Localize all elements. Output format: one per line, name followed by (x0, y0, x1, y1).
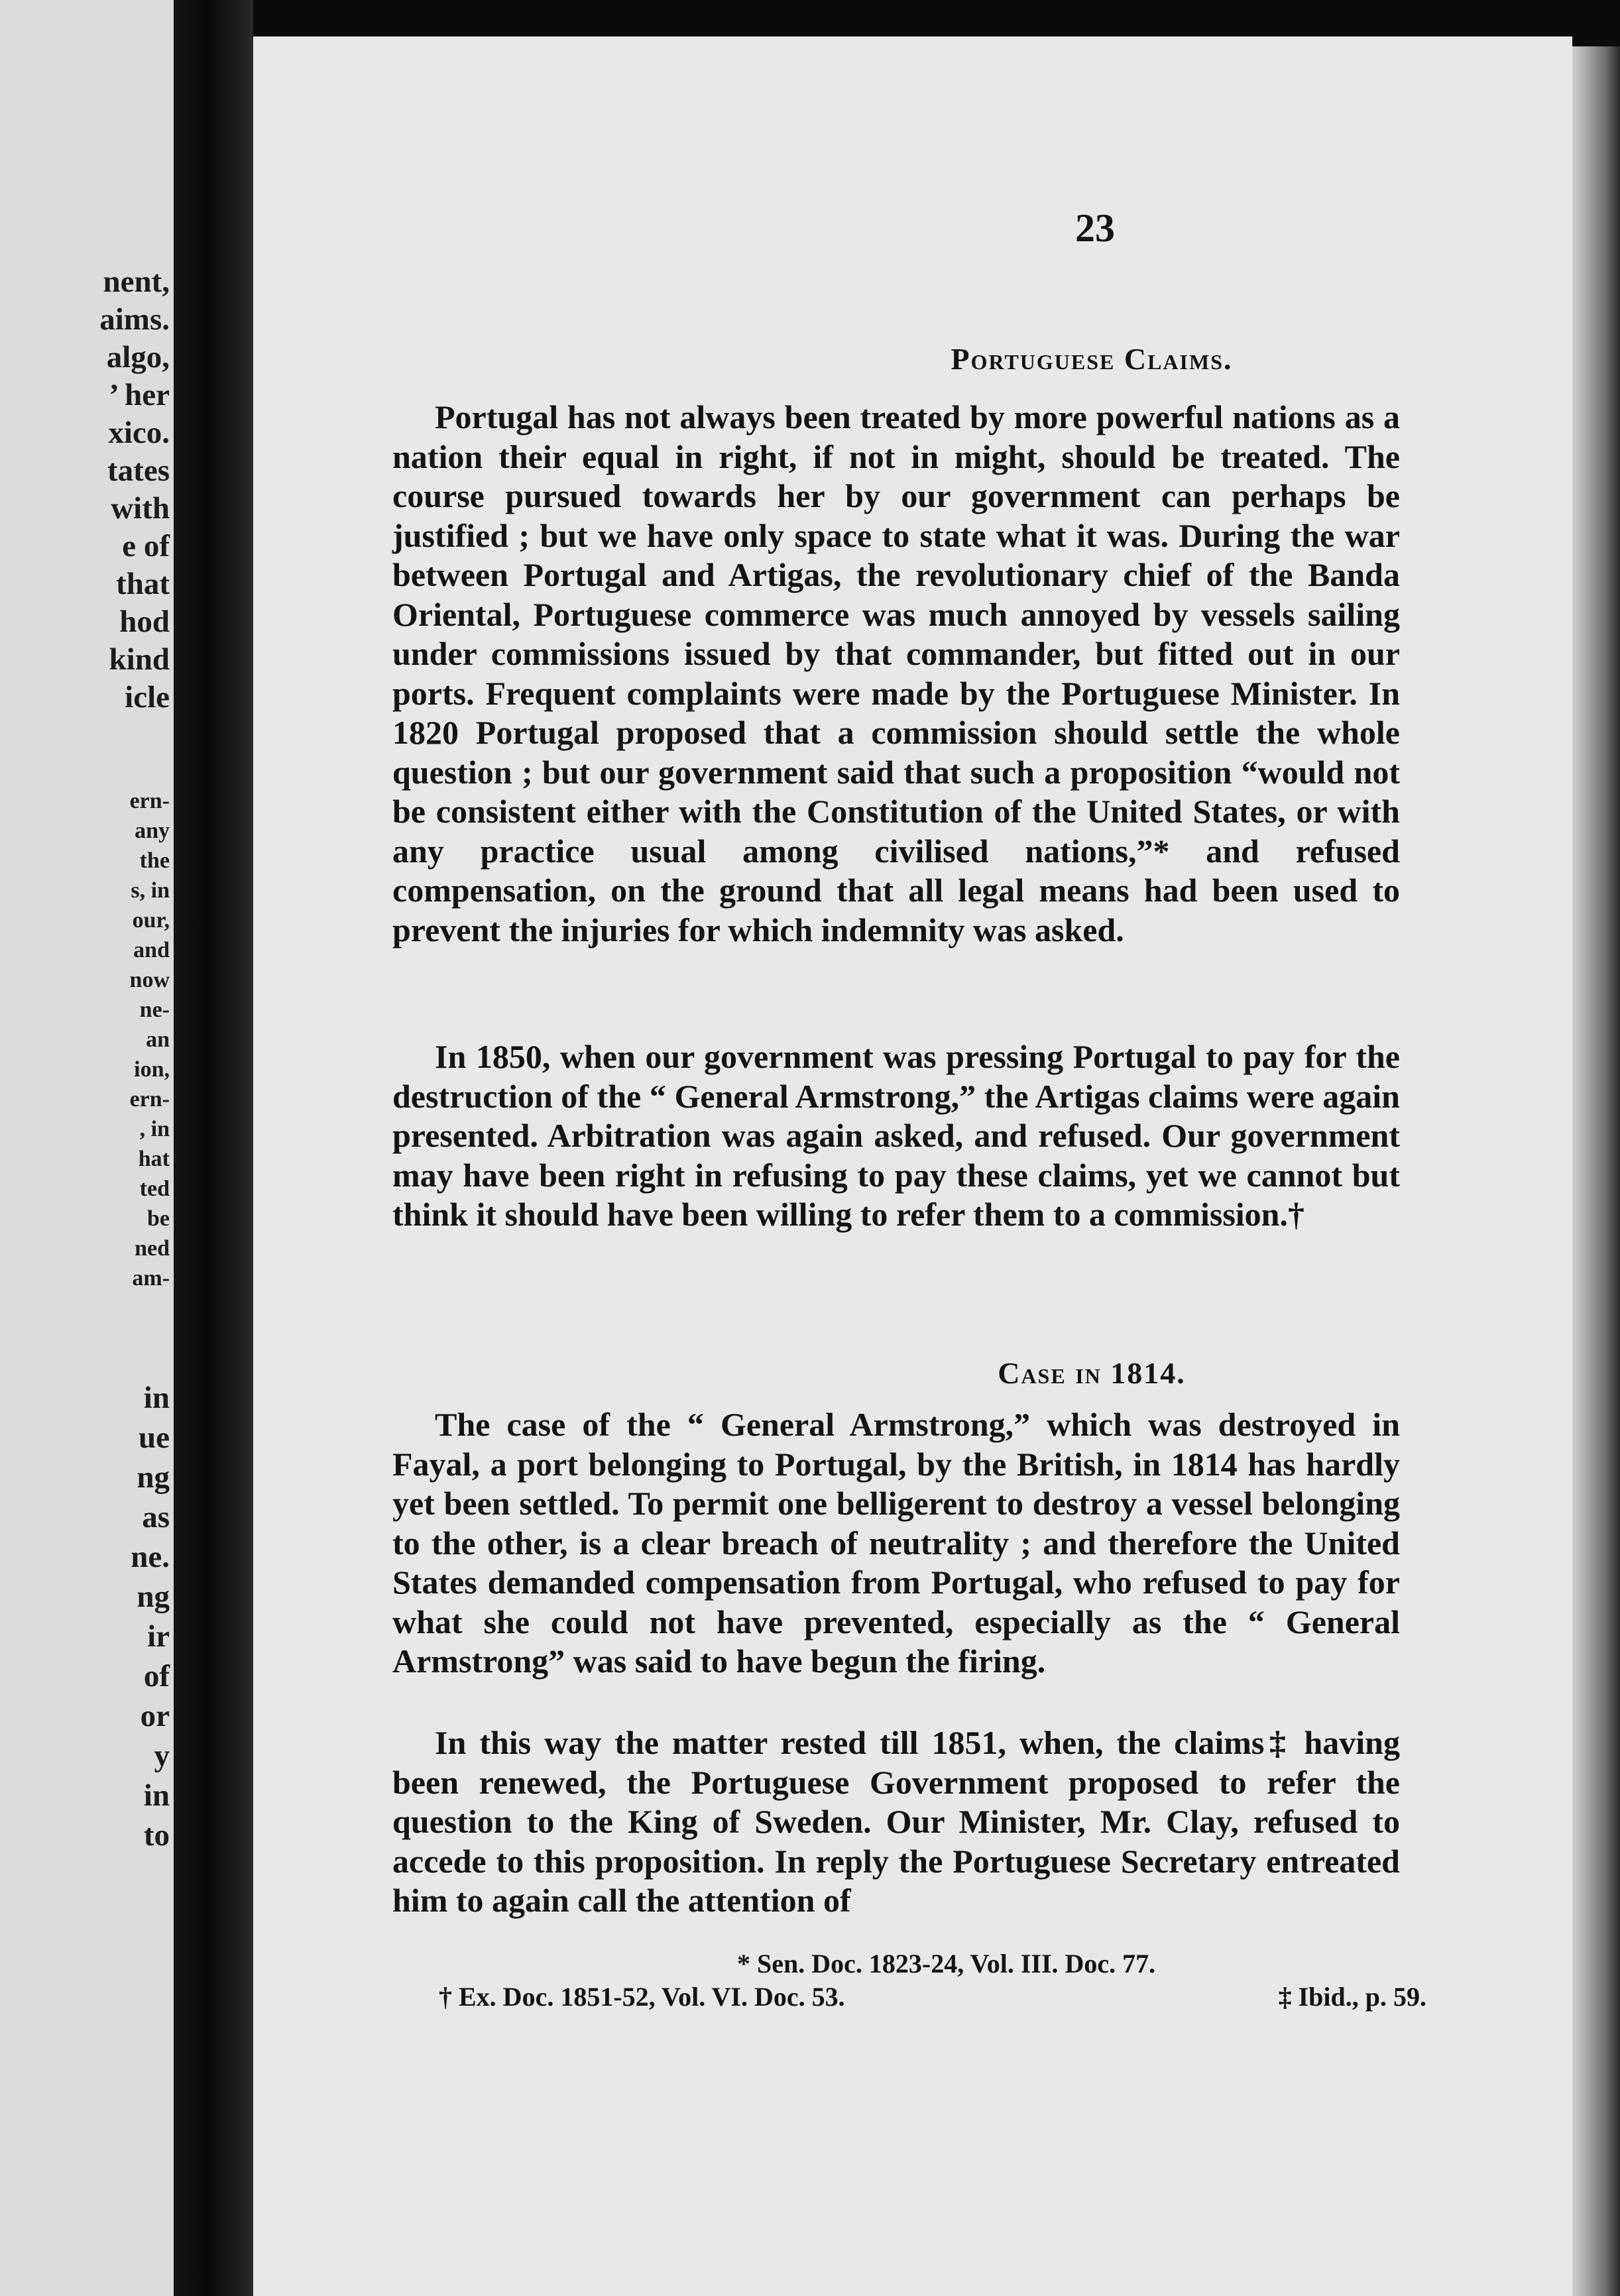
footnote: † Ex. Doc. 1851-52, Vol. VI. Doc. 53. (439, 1982, 845, 2012)
fragment: e of (122, 529, 170, 563)
fragment: ng (137, 1460, 170, 1495)
fragment: ir (147, 1619, 170, 1654)
fragment: s, in (131, 878, 170, 903)
fragment: ted (139, 1177, 170, 1201)
fragment: ned (135, 1236, 170, 1261)
fragment: ne- (139, 998, 170, 1022)
fragment: ern- (129, 789, 170, 813)
fragment: algo, (106, 340, 170, 374)
fragment: in (143, 1381, 170, 1415)
fragment: xico. (108, 416, 170, 450)
previous-page (0, 0, 174, 2296)
section-heading-case-1814: Case in 1814. (998, 1356, 1186, 1390)
page-number: 23 (1075, 206, 1115, 250)
fragment: am- (132, 1266, 170, 1291)
fragment: ne. (131, 1540, 170, 1574)
paragraph: The case of the “ General Armstrong,” which was destroyed in Fayal, a port belonging to Portugal, by the British, in 1814 has hardly yet been settled. To permit one belligerent to destroy a vessel belonging to the other, is a clear breach of neutrality ; and therefore the United States demanded compensation from Portugal, who refused to pay for what she could not have prevented, especially as the “ General Armstrong” was said to have begun the firing. (392, 1406, 1400, 1680)
footnote: ‡ Ibid., p. 59. (1278, 1982, 1426, 2012)
paragraph: Portugal has not always been treated by more powerful nations as a nation their equal in right, if not in might, should be treated. The course pursued towards her by our government can perhaps be justified ; but we have only space to state what it was. During the war between Portugal and Artigas, the revolutionary chief of the Banda Oriental, Portuguese commerce was much annoyed by vessels sailing under commissions issued by that commander, but fitted out in our ports. Frequent complaints were made by the Portuguese Minister. In 1820 Portugal proposed that a commission should settle the whole question ; but our government said that such a proposition “would not be consistent either with the Constitution of the United States, or with any practice usual among civilised nations,”* and refused compensation, on the ground that all legal means had been used to prevent the injuries for which indemnity was asked. (392, 398, 1400, 948)
section-heading-portuguese-claims: Portuguese Claims. (951, 342, 1233, 376)
fragment: tates (107, 453, 170, 488)
fragment: to (143, 1818, 170, 1853)
fragment: our, (132, 908, 170, 933)
fragment: now (129, 968, 170, 992)
previous-page-text (0, 0, 170, 2296)
fragment: ’ her (109, 378, 170, 412)
footnote-row (439, 1982, 1426, 2012)
fragment: the (139, 848, 170, 873)
paragraph: In this way the matter rested till 1851, when, the claims‡ having been renewed, the Portuguese Government proposed to refer the question to the King of Sweden. Our Minister, Mr. Clay, refused to accede to this proposition. In reply the Portuguese Secretary entreated him to again call the attention of (392, 1724, 1400, 1919)
fragment: kind (109, 642, 170, 677)
fragment: of (143, 1659, 170, 1693)
fragment: aims. (99, 302, 170, 337)
fragment: hod (119, 604, 170, 639)
fragment: hat (138, 1147, 170, 1171)
fragment: ion, (134, 1057, 170, 1082)
fragment: be (147, 1206, 170, 1231)
fragment: in (143, 1778, 170, 1813)
fragment: as (142, 1500, 170, 1534)
fragment: that (116, 567, 170, 601)
footnote: * Sen. Doc. 1823-24, Vol. III. Doc. 77. (737, 1949, 1156, 1979)
fragment: or (140, 1699, 170, 1733)
paragraph: In 1850, when our government was pressing Portugal to pay for the destruction of the “ General Armstrong,” the Artigas claims were again presented. Arbitration was again asked, and refused. Our government may have been right in refusing to pay these claims, yet we cannot but think it should have been willing to refer them to a commission.† (392, 1038, 1400, 1233)
fragment: ng (137, 1579, 170, 1614)
book-gutter (174, 0, 253, 2296)
fragment: y (154, 1739, 170, 1773)
fragment: an (146, 1027, 170, 1052)
fragment: and (133, 938, 170, 962)
page (253, 36, 1572, 2296)
fragment: nent, (103, 264, 170, 299)
page-edge (1572, 46, 1620, 2296)
fragment: any (135, 819, 170, 843)
fragment: with (111, 491, 170, 526)
fragment: ern- (129, 1087, 170, 1112)
fragment: icle (125, 680, 170, 715)
fragment: , in (139, 1117, 170, 1141)
fragment: ue (139, 1420, 170, 1455)
